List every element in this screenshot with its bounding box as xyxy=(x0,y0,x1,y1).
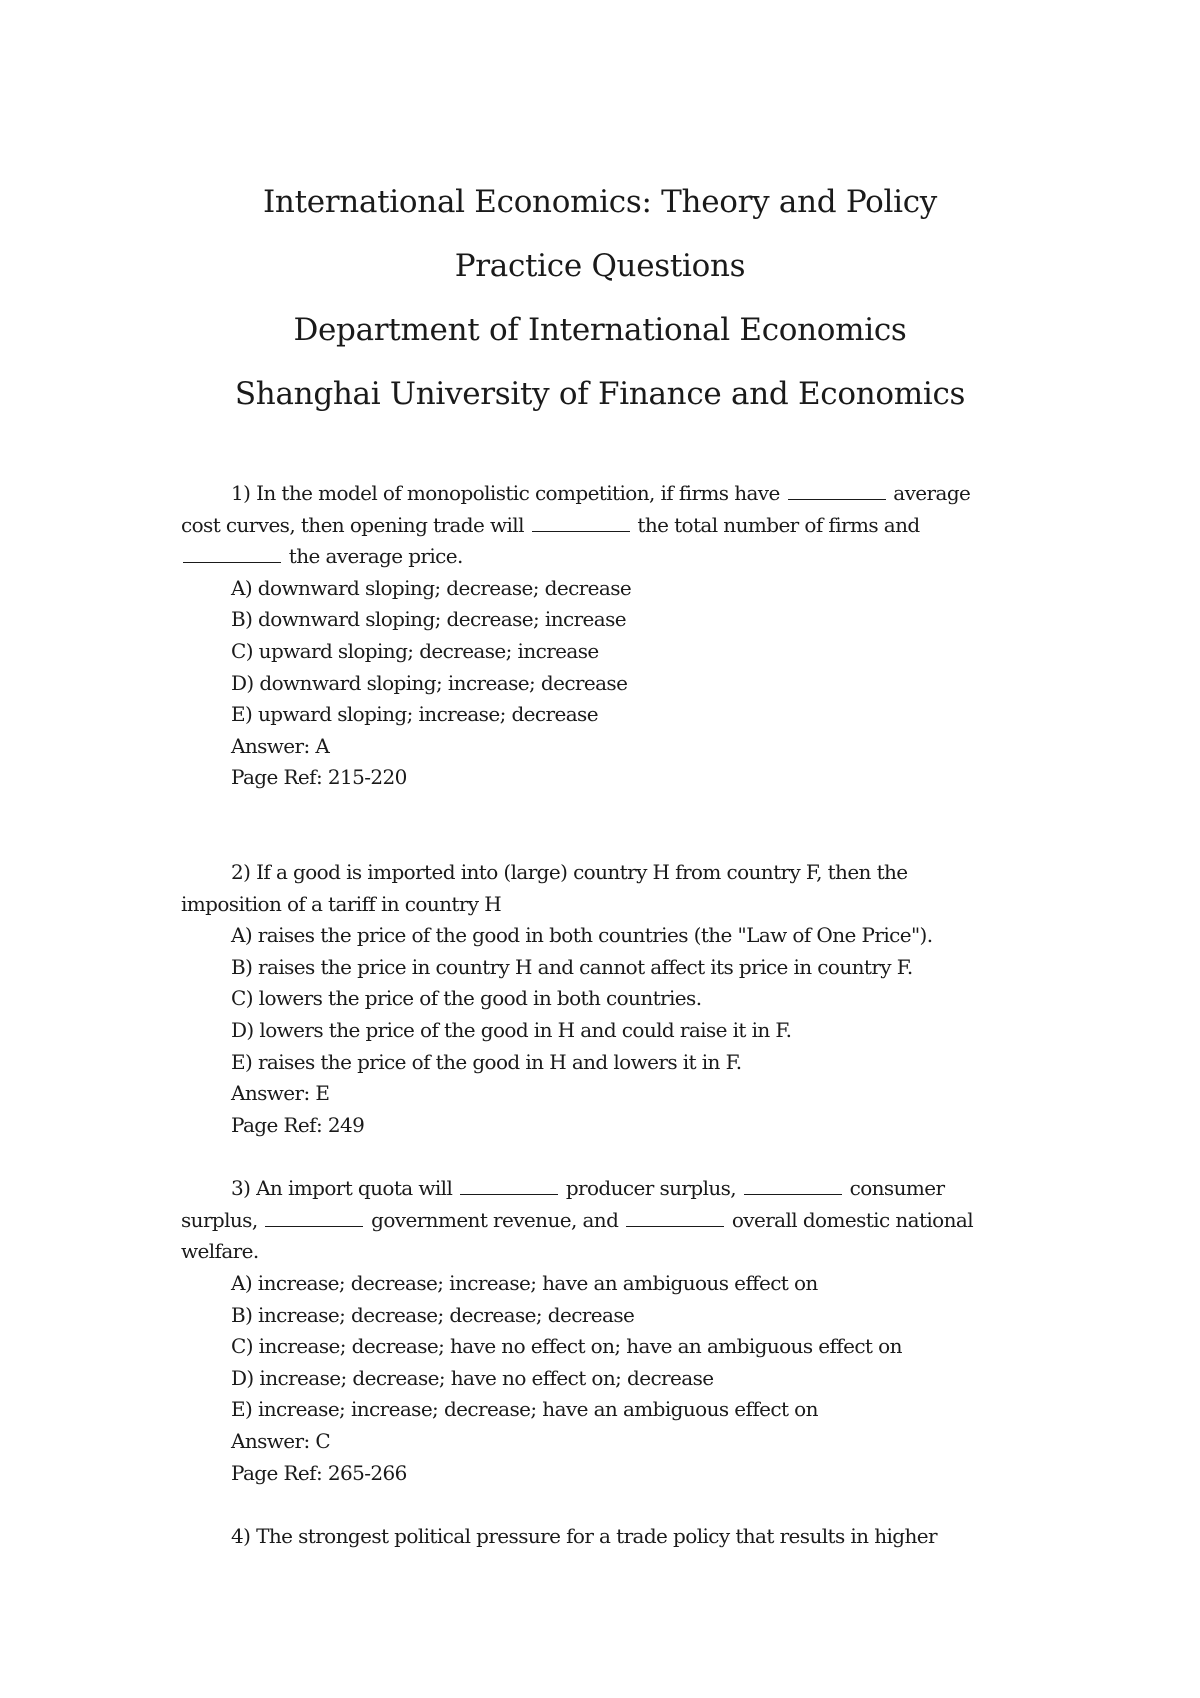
option-b: B) increase; decrease; decrease; decrease xyxy=(231,1302,635,1327)
question-3 xyxy=(181,1173,1001,1489)
spacer xyxy=(181,1489,1001,1521)
answer-blank xyxy=(265,1210,363,1227)
option-b: B) downward sloping; decrease; increase xyxy=(231,607,626,632)
stem-text: 3) An import quota will xyxy=(231,1176,453,1201)
course-title: International Economics: Theory and Policy xyxy=(262,184,938,220)
stem-text: the total number of firms and xyxy=(637,512,920,537)
question-4 xyxy=(181,1521,1001,1553)
document-header xyxy=(0,170,1200,426)
option-e: E) upward sloping; increase; decrease xyxy=(231,702,598,727)
answer-blank xyxy=(183,546,281,563)
option-a: A) increase; decrease; increase; have an ambiguous effect on xyxy=(231,1271,818,1296)
university-name: Shanghai University of Finance and Economics xyxy=(234,376,966,412)
option-d: D) lowers the price of the good in H and could raise it in F. xyxy=(231,1017,792,1042)
stem-text: the average price. xyxy=(288,544,463,569)
page-ref: Page Ref: 249 xyxy=(231,1112,365,1137)
question-2 xyxy=(181,857,1001,1141)
stem-text: producer surplus, xyxy=(565,1176,737,1201)
stem-text: average cost curves, then opening trade will xyxy=(181,481,971,537)
option-a: A) raises the price of the good in both countries (the "Law of One Price"). xyxy=(231,923,933,948)
stem-text: overall domestic national welfare. xyxy=(181,1207,974,1264)
answer-blank xyxy=(460,1178,558,1195)
answer-line: Answer: C xyxy=(231,1429,331,1454)
stem-text: government revenue, and xyxy=(371,1207,619,1232)
option-c: C) lowers the price of the good in both countries. xyxy=(231,986,702,1011)
page-ref: Page Ref: 265-266 xyxy=(231,1460,407,1485)
option-b: B) raises the price in country H and cannot affect its price in country F. xyxy=(231,954,913,979)
option-a: A) downward sloping; decrease; decrease xyxy=(231,575,632,600)
stem-text: 1) In the model of monopolistic competition, if firms have xyxy=(231,481,780,505)
option-e: E) increase; increase; decrease; have an ambiguous effect on xyxy=(231,1397,818,1422)
document-subtitle: Practice Questions xyxy=(454,248,746,284)
question-1 xyxy=(181,478,1001,794)
spacer xyxy=(181,794,1001,857)
answer-blank xyxy=(532,515,630,532)
option-d: D) downward sloping; increase; decrease xyxy=(231,670,628,695)
option-c: C) increase; decrease; have no effect on; have an ambiguous effect on xyxy=(231,1334,902,1359)
option-d: D) increase; decrease; have no effect on; decrease xyxy=(231,1365,714,1390)
answer-blank xyxy=(788,483,886,500)
question-list xyxy=(181,478,1001,1553)
option-e: E) raises the price of the good in H and lowers it in F. xyxy=(231,1049,742,1074)
question-stem xyxy=(181,1173,1001,1268)
page-ref: Page Ref: 215-220 xyxy=(231,765,407,790)
department-name: Department of International Economics xyxy=(293,312,907,348)
answer-line: Answer: A xyxy=(231,733,330,758)
stem-text: consumer surplus, xyxy=(181,1176,945,1232)
spacer xyxy=(181,1141,1001,1173)
answer-blank xyxy=(744,1178,842,1195)
question-stem xyxy=(181,478,1001,573)
answer-line: Answer: E xyxy=(231,1081,330,1106)
answer-blank xyxy=(626,1210,724,1227)
option-c: C) upward sloping; decrease; increase xyxy=(231,638,599,663)
question-stem: 4) The strongest political pressure for a trade policy that results in higher xyxy=(231,1524,937,1549)
question-stem: 2) If a good is imported into (large) country H from country F, then the imposition of a tariff in country H xyxy=(181,859,908,916)
